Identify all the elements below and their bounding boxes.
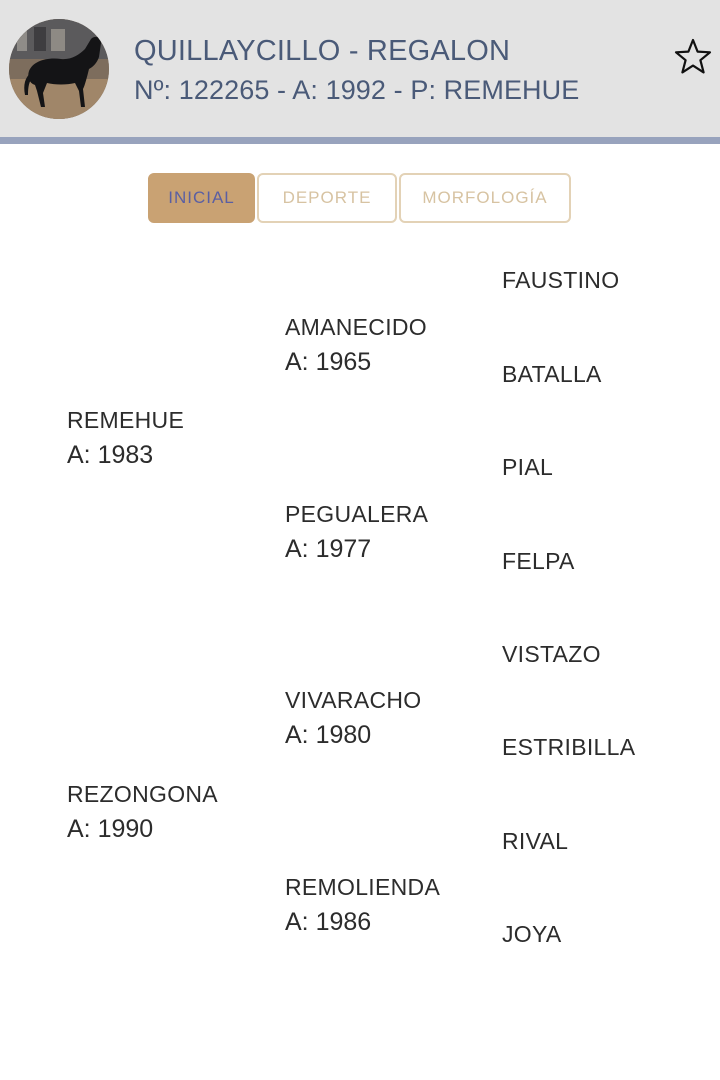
horse-name: PIAL [502,454,554,480]
pedigree-great-grandparent[interactable] [502,730,635,765]
horse-year: A: 1986 [285,908,372,936]
horse-registry-info: Nº: 122265 - A: 1992 - P: REMEHUE [134,75,580,105]
pedigree-grandparent[interactable] [285,870,440,940]
horse-year: A: 1980 [285,721,372,749]
horse-year: A: 1965 [285,348,372,376]
tab-bar [148,173,571,223]
pedigree-great-grandparent[interactable] [502,544,575,579]
pedigree-great-grandparent[interactable] [502,263,619,298]
horse-year: A: 1977 [285,535,372,563]
horse-name: FAUSTINO [502,267,620,293]
pedigree-grandparent[interactable] [285,310,427,380]
horse-year: A: 1983 [67,441,154,469]
horse-year: A: 1990 [67,815,154,843]
horse-name: REZONGONA [67,781,218,807]
pedigree-parent-dam[interactable] [67,777,218,847]
horse-name: BATALLA [502,361,602,387]
horse-name: FELPA [502,548,575,574]
tab-deporte[interactable]: DEPORTE [257,173,397,223]
horse-title: QUILLAYCILLO - REGALON [134,35,511,67]
pedigree-grandparent[interactable] [285,683,421,753]
tab-morfologia[interactable]: MORFOLOGÍA [399,173,571,223]
pedigree-great-grandparent[interactable] [502,637,601,672]
pedigree-great-grandparent[interactable] [502,917,562,952]
horse-photo-icon [9,19,109,119]
horse-name: VIVARACHO [285,687,422,713]
horse-name: VISTAZO [502,641,601,667]
header-divider [0,137,720,144]
horse-name: PEGUALERA [285,501,429,527]
horse-avatar [9,19,109,119]
horse-name: JOYA [502,921,562,947]
pedigree-great-grandparent[interactable] [502,450,553,485]
horse-name: RIVAL [502,828,569,854]
favorite-button[interactable] [673,37,713,77]
star-outline-icon [673,37,713,77]
tab-inicial[interactable]: INICIAL [148,173,255,223]
pedigree-great-grandparent[interactable] [502,824,568,859]
pedigree-great-grandparent[interactable] [502,357,602,392]
horse-name: AMANECIDO [285,314,427,340]
app-header [0,0,720,137]
horse-name: REMOLIENDA [285,874,441,900]
pedigree-grandparent[interactable] [285,497,428,567]
horse-name: REMEHUE [67,407,185,433]
pedigree-parent-sire[interactable] [67,403,184,473]
horse-name: ESTRIBILLA [502,734,636,760]
